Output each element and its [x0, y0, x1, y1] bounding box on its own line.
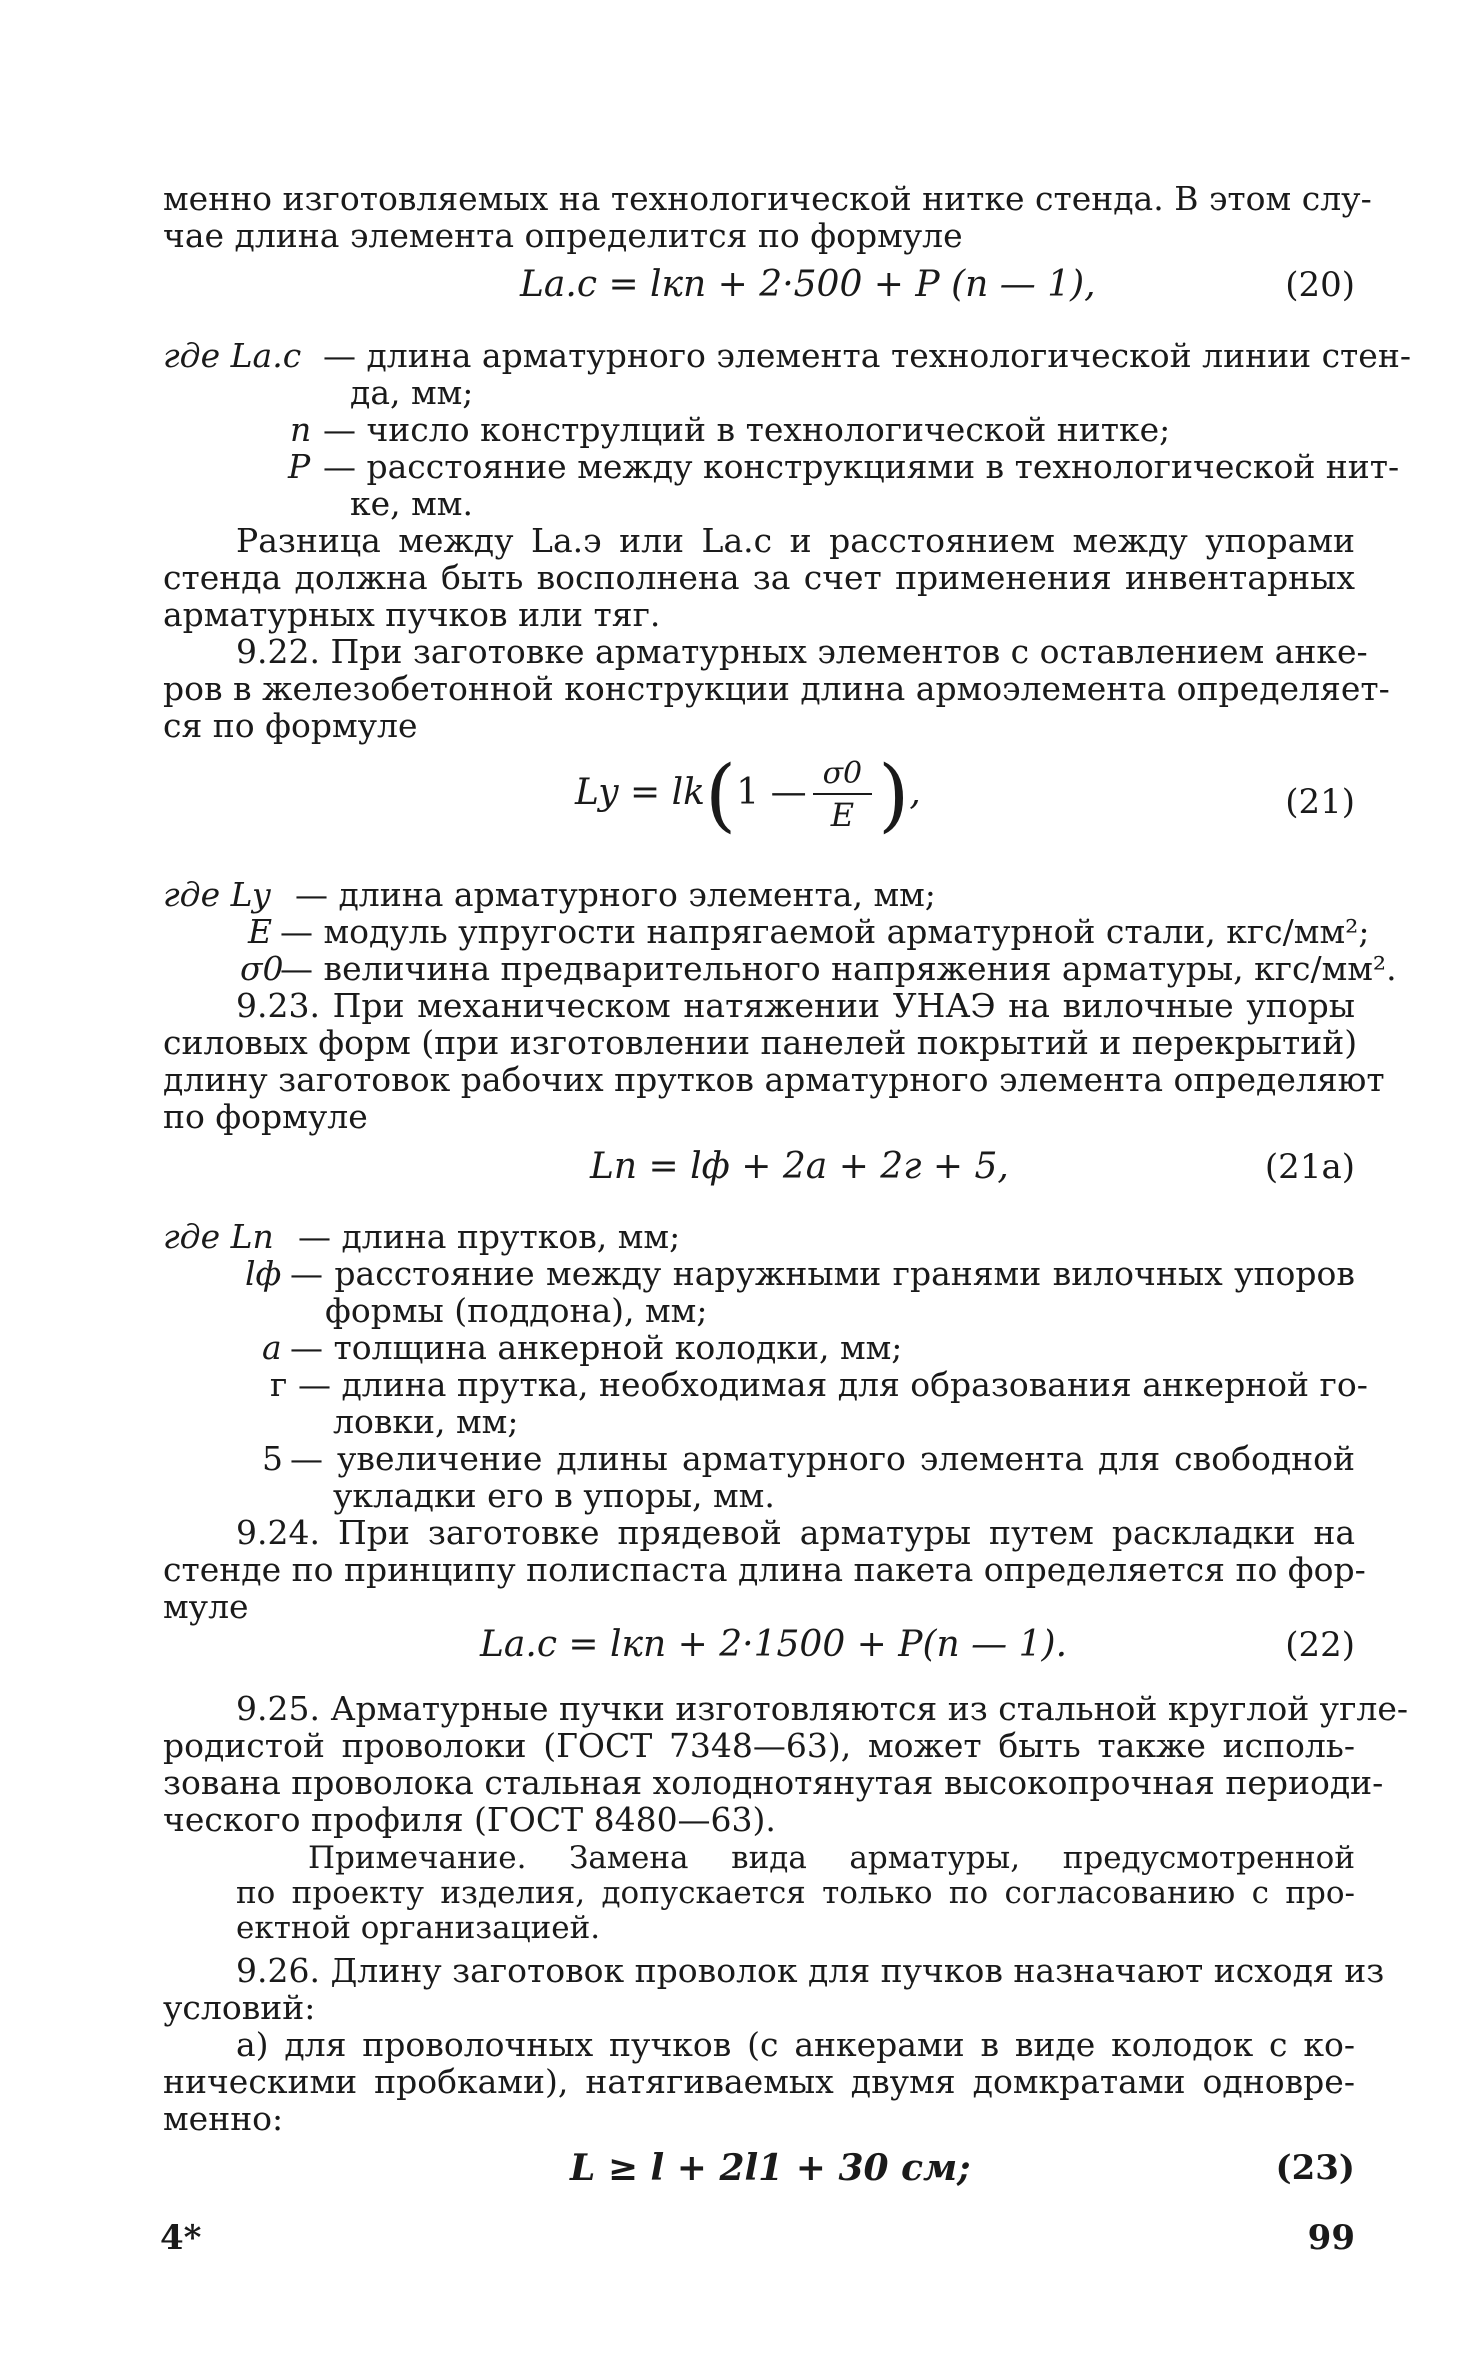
p925-line-2: родистой проволоки (ГОСТ 7348—63), может быть также исполь- — [163, 1726, 1355, 1765]
p923-line-2: силовых форм (при изготовлении панелей покрытий и перекрытий) — [163, 1023, 1358, 1062]
formula-21-one: 1 — — [736, 772, 807, 813]
page-number: 99 — [1307, 2218, 1355, 2258]
formula-21-lhs: Ly = lk — [575, 772, 705, 813]
where21a-sym-2: lф — [245, 1254, 282, 1293]
pa-line-1: а) для проволочных пучков (с анкерами в виде колодок с ко- — [236, 2025, 1355, 2064]
where21a-sym-3: a — [262, 1328, 282, 1367]
diff-line-1: Разница между Lа.э или Lа.с и расстоянием между упорами — [236, 521, 1355, 560]
diff-line-2: стенда должна быть восполнена за счет применения инвентарных — [163, 558, 1355, 597]
p925-line-4: ческого профиля (ГОСТ 8480—63). — [163, 1800, 776, 1839]
where21a-text-2: — расстояние между наружными гранями вилочных упоров — [290, 1254, 1355, 1293]
where21a-text-5b: укладки его в упоры, мм. — [333, 1476, 775, 1515]
p922-line-3: ся по формуле — [163, 706, 418, 745]
where20-sym-2: n — [290, 410, 312, 449]
where20-text-2: — число конструлций в технологической нитке; — [323, 410, 1171, 449]
note-line-3: ектной организацией. — [236, 1910, 601, 1946]
formula-21: Ly = lk(1 — $\frac{\sigma 0}{E}$ ), — [575, 748, 921, 841]
p926-line-2: условий: — [163, 1988, 316, 2027]
p922-line-1: 9.22. При заготовке арматурных элементов с оставлением анке- — [236, 632, 1368, 671]
where21a-text-4b: ловки, мм; — [333, 1402, 519, 1441]
where21a-sym-5: 5 — [262, 1439, 283, 1478]
p924-line-1: 9.24. При заготовке прядевой арматуры путем раскладки на — [236, 1513, 1355, 1552]
where21-sym-3: σ0 — [240, 949, 284, 988]
where21a-text-3: — толщина анкерной колодки, мм; — [290, 1328, 903, 1367]
equation-number-21a: (21а) — [1264, 1147, 1355, 1187]
p924-line-2: стенде по принципу полиспаста длина пакета определяется по фор- — [163, 1550, 1366, 1589]
where20-sym-3: P — [288, 447, 311, 486]
formula-20 — [520, 265, 1096, 305]
where21a-sym-4: г — [270, 1365, 288, 1404]
where21a-text-1: — длина прутков, мм; — [298, 1217, 681, 1256]
p924-line-3: муле — [163, 1587, 249, 1626]
intro-line-1: менно изготовляемых на технологической нитке стенда. В этом слу- — [163, 179, 1372, 218]
equation-number-22: (22) — [1285, 1625, 1355, 1665]
p923-line-4: по формуле — [163, 1097, 368, 1136]
equation-number-23: (23) — [1275, 2148, 1355, 2188]
p926-line-1: 9.26. Длину заготовок проволок для пучков назначают исходя из — [236, 1951, 1385, 1990]
equation-number-20: (20) — [1285, 265, 1355, 305]
p923-line-1: 9.23. При механическом натяжении УНАЭ на вилочные упоры — [236, 986, 1355, 1025]
where20-text-3: — расстояние между конструкциями в технологической нит- — [323, 447, 1400, 486]
where21-text-3: — величина предварительного напряжения арматуры, кгс/мм². — [280, 949, 1397, 988]
note-line-2: по проекту изделия, допускается только по согласованию с про- — [236, 1875, 1355, 1911]
where21-text-1: — длина арматурного элемента, мм; — [295, 875, 936, 914]
where21a-text-4: — длина прутка, необходимая для образования анкерной го- — [298, 1365, 1368, 1404]
note-line-1: Примечание. Замена вида арматуры, предусмотренной — [308, 1840, 1355, 1876]
formula-21a: Lп = lф + 2a + 2г + 5, — [590, 1146, 1009, 1187]
intro-line-2: чае длина элемента определится по формуле — [163, 216, 963, 255]
pa-line-3: менно: — [163, 2099, 284, 2138]
p925-line-3: зована проволока стальная холоднотянутая высокопрочная периоди- — [163, 1763, 1384, 1802]
where21a-text-5: — увеличение длины арматурного элемента для свободной — [290, 1439, 1355, 1478]
where20-text-1: — длина арматурного элемента технологической линии стен- — [323, 336, 1411, 375]
signature-mark: 4* — [160, 2218, 202, 2258]
diff-line-3: арматурных пучков или тяг. — [163, 595, 661, 634]
where21a-sym-1: где Lп — [163, 1217, 274, 1256]
formula-20-rhs: = lкn + 2·500 + P (n — 1), — [608, 264, 1096, 305]
formula-20-lhs: Lа.с — [520, 264, 597, 305]
formula-21-tail: , — [909, 772, 921, 813]
pa-line-2: ническими пробками), натягиваемых двумя домкратами одновре- — [163, 2062, 1355, 2101]
formula-22: Lа.с = lкn + 2·1500 + P(n — 1). — [480, 1624, 1068, 1665]
formula-21-denominator: E — [830, 796, 855, 834]
equation-number-21: (21) — [1285, 782, 1355, 822]
where21-text-2: — модуль упругости напрягаемой арматурной стали, кгс/мм²; — [280, 912, 1370, 951]
where20-text-3b: ке, мм. — [350, 484, 473, 523]
p922-line-2: ров в железобетонной конструкции длина армоэлемента определяет- — [163, 669, 1390, 708]
where21-sym-2: E — [248, 912, 273, 951]
formula-21-numerator: σ0 — [813, 755, 873, 795]
formula-23: L ≥ l + 2l1 + 30 см; — [570, 2147, 971, 2189]
p923-line-3: длину заготовок рабочих прутков арматурного элемента определяют — [163, 1060, 1385, 1099]
where20-sym-1: где Lа.с — [163, 336, 302, 375]
where20-text-1b: да, мм; — [350, 373, 474, 412]
where21a-text-2b: формы (поддона), мм; — [325, 1291, 708, 1330]
p925-line-1: 9.25. Арматурные пучки изготовляются из стальной круглой угле- — [236, 1689, 1409, 1728]
where21-sym-1: где Ly — [163, 875, 271, 914]
